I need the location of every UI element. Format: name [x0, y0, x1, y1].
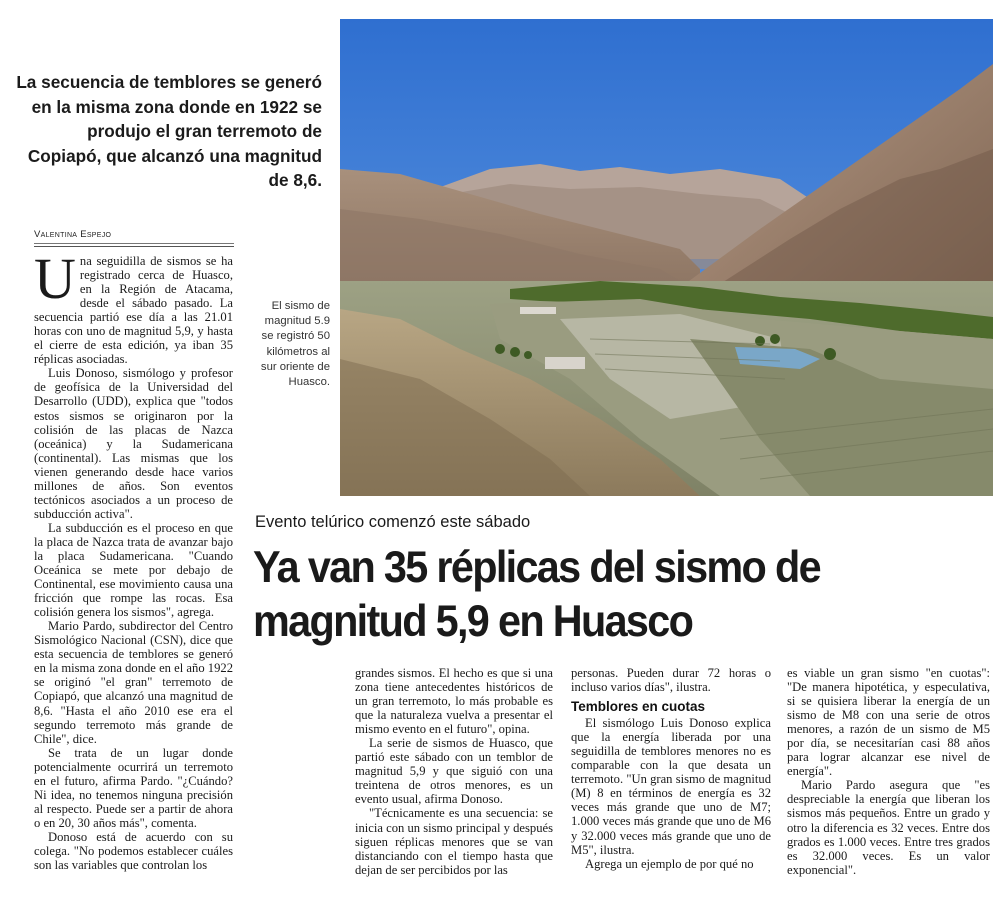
paragraph: personas. Pueden durar 72 horas o incluso varios días", ilustra. [571, 666, 771, 695]
paragraph: Mario Pardo, subdirector del Centro Sismológico Nacional (CSN), dice que esta secuencia de temblores se generó en la misma zona donde en el año 1922 se originó "el gran" terremoto de Copiapó, que alcanzó una magnitud de 8,6. "Hasta el año 2010 ese era el segundo terremoto más grande de Chile", dice. [34, 619, 233, 746]
paragraph: "Técnicamente es una secuencia: se inicia con un sismo principal y después siguen réplicas menores que se van distanciando con el tiempo hasta que dejan de ser percibidos por las [355, 806, 553, 877]
kicker: Evento telúrico comenzó este sábado [255, 513, 531, 531]
article-column-1 [34, 246, 233, 873]
subheading: Temblores en cuotas [571, 699, 706, 715]
paragraph: es viable un gran sismo "en cuotas": "De manera hipotética, y especulativa, si se quisiera liberar la energía de un sismo de M8 con una serie de otros menores, a razón de un sismo de M5 por día, se necesitarían casi 88 años para lograr alcanzar ese nivel de energía". [787, 666, 990, 779]
drop-cap: U [34, 246, 76, 311]
photo-caption: El sismo de magnitud 5.9 se registró 50 kilómetros al sur oriente de Huasco. [260, 300, 330, 389]
paragraph-text: na seguidilla de sismos se ha registrado cerca de Huasco, en la Región de Atacama, desde el sábado pasado. La secuencia partió ese día a las 21.01 horas con uno de magnitud 5,9, y hasta el cierre de esta edición, ya iban 35 réplicas asociadas. [34, 254, 233, 367]
headline: Ya van 35 réplicas del sismo de magnitud 5,9 en Huasco [253, 543, 820, 646]
valley-landscape-photo [340, 19, 993, 496]
article-lede: La secuencia de temblores se generó en la misma zona donde en 1922 se produjo el gran terremoto de Copiapó, que alcanzó una magnitud de 8,6. [16, 72, 322, 190]
paragraph: La subducción es el proceso en que la placa de Nazca trata de avanzar bajo la placa Sudamericana. "Cuando Oceánica se mete por debajo de Continental, ese movimiento causa una fricción que rompe las rocas. Esa colisión genera los sismos", agrega. [34, 520, 233, 620]
paragraph: Donoso está de acuerdo con su colega. "No podemos establecer cuáles son las variables que controlan los [34, 829, 233, 873]
paragraph: El sismólogo Luis Donoso explica que la energía liberada por una seguidilla de temblores menores no es comparable con la que desata un terremoto. "Un gran sismo de magnitud (M) 8 en términos de energía es 32 veces más grande que uno de M7; 1.000 veces más grande que uno de M6 y 32.000 veces más grande que uno de M5", ilustra. [571, 716, 771, 857]
article-column-2 [355, 666, 553, 877]
paragraph: Mario Pardo asegura que "es despreciable la energía que liberan los sismos más pequeños. Entre un grado y otro la diferencia es 32 veces. Entre dos grados es 1.000 veces. Entre tres grados es 32.000 veces. Es un valor exponencial". [787, 778, 990, 877]
paragraph: Se trata de un lugar donde potencialmente ocurrirá un terremoto en el futuro, afirma Pardo. "¿Cuándo? Ni idea, no tenemos ninguna precisión al respecto. Puede ser a partir de ahora o en 20, 30 años más", comenta. [34, 745, 233, 830]
paragraph [34, 246, 233, 367]
paragraph: Agrega un ejemplo de por qué no [585, 856, 754, 871]
paragraph: La serie de sismos de Huasco, que partió este sábado con un temblor de magnitud 5,9 y que siguió con una treintena de otros menores, es un evento usual, afirma Donoso. [355, 736, 553, 807]
article-column-3 [571, 666, 771, 871]
paragraph: Luis Donoso, sismólogo y profesor de geofísica de la Universidad del Desarrollo (UDD), explica que "todos estos sismos se originaron por la colisión de las placas de Nazca (oceánica) y la Sudamericana (continental). Las mismas que los vienen generando desde hace varios millones de años. Son eventos tectónicos asociados a un proceso de subducción activa". [34, 366, 233, 521]
article-column-4 [787, 666, 990, 877]
byline: Valentina Espejo [34, 229, 234, 247]
paragraph: grandes sismos. El hecho es que si una zona tiene antecedentes históricos de un gran terremoto, lo más probable es que la naturaleza vuelva a presentar el mismo evento en el futuro", opina. [355, 666, 553, 737]
byline-divider [34, 243, 234, 244]
